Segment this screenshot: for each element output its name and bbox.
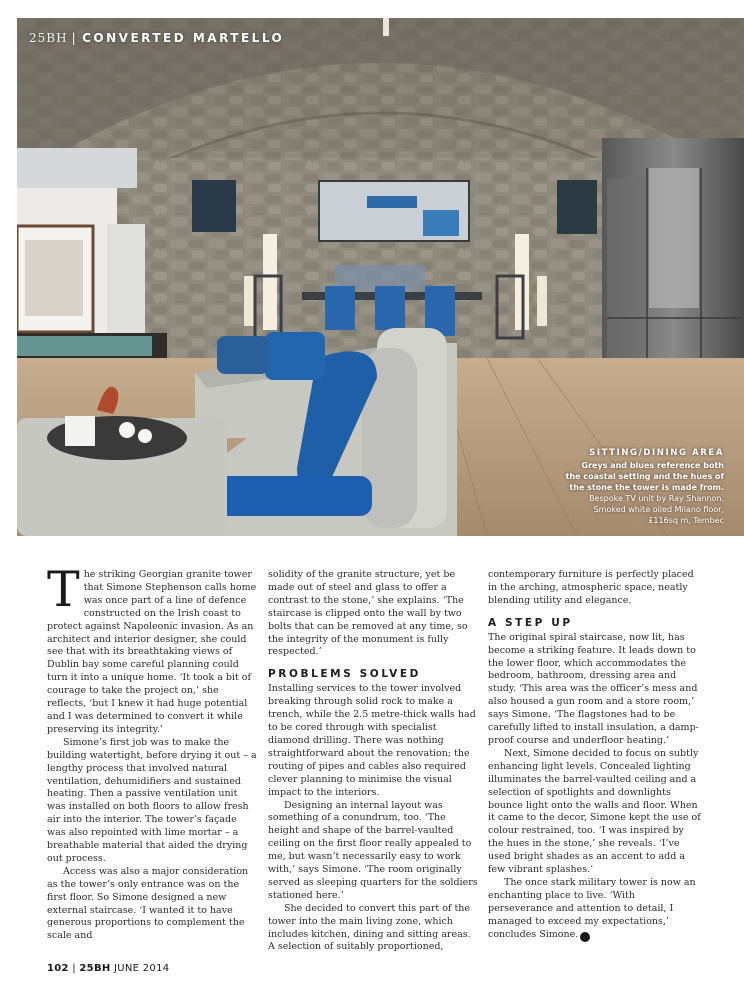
article-paragraph: Next, Simone decided to focus on subtly enhancing light levels. Concealed lighting illuminates the barrel-vaulted ceiling and a selection of spotlights and downlights bounce light onto the walls and floor. When it came to the decor, Simone kept the use of colour restrained, too. ‘I was inspired by the hues in the stone,’ she reveals. ‘I’ve used bright shades as an accent to add a few vibrant splashes.’ — [488, 747, 701, 876]
hero-photo — [17, 18, 744, 536]
article-paragraph — [47, 561, 258, 737]
wall-niche-right — [557, 180, 597, 234]
header-separator: | — [71, 31, 79, 45]
caption-detail-1: Bespoke TV unit by Ray Shannon. — [589, 494, 724, 503]
article-paragraph: Access was also a major consideration as the tower’s only entrance was on the first floor. So Simone designed a new external staircase. ‘I wanted it to have generous proportions to complement the scale and — [47, 865, 249, 942]
article-column-1 — [47, 561, 258, 943]
floor-lamp — [263, 234, 277, 330]
article-paragraph: contemporary furniture is perfectly placed in the arching, atmospheric space, neatly blending utility and elegance. — [488, 569, 694, 606]
kitchen-hood — [17, 148, 137, 188]
photo-caption — [484, 448, 724, 526]
folio-issue: JUNE 2014 — [114, 963, 170, 974]
article-paragraph: Installing services to the tower involved breaking through solid rock to make a trench, while the 2.5 metre-thick walls had to be cored through with specialist diamond drilling. There was nothing straightforward about the renovation; the routing of pipes and cables also required clever planning to minimise the visual impact to the interiors. — [268, 683, 476, 798]
caption-lead-2: the coastal setting and the hues of — [565, 472, 724, 481]
subheading-problems-solved: PROBLEMS SOLVED — [268, 668, 421, 681]
caption-detail-3: £116sq m, Tembec — [648, 516, 724, 525]
wall-niche-left — [192, 180, 236, 232]
page-number: 102 — [47, 963, 69, 974]
article-paragraph — [488, 877, 702, 942]
article-paragraph: The original spiral staircase, now lit, has become a striking feature. It leads down to the lower floor, which accommodates the bedroom, bathroom, dressing area and study. ‘This area was the officer’s mess and also housed a gun room and a store room,’ says Simone. ‘The flagstones had to be carefully lifted to install insulation, a damp-proof course and underfloor heating.’ — [488, 631, 699, 746]
article-paragraph: Simone’s first job was to make the building watertight, before drying it out – a lengthy process that involved natural ventilation, dehumidifiers and sustained heating. Then a passive ventilation unit was installed on both floors to allow fresh air into the interior. The tower’s façade was also repointed with lime mortar – a breathable material that aided the drying out process. — [47, 736, 257, 864]
end-mark-icon: 25 — [580, 932, 590, 942]
caption-detail-2: Smoked white oiled Milano floor, — [593, 505, 724, 514]
fridge — [107, 224, 145, 334]
article-column-2 — [268, 569, 479, 954]
drop-cap: T — [47, 561, 80, 618]
ceiling-spotlight — [383, 18, 389, 36]
folio-separator: | — [72, 963, 76, 974]
article-paragraph: She decided to convert this part of the tower into the main living zone, which includes kitchen, dining and sitting areas. A selection of suitably proportioned, — [268, 902, 471, 953]
page-folio — [47, 963, 169, 974]
header-publication: 25BH — [29, 31, 68, 45]
col3-p4-text: The once stark military tower is now an enchanting place to live. ‘With perseverance and attention to detail, I managed to exceed my expectations,’ concludes Simone. — [488, 876, 696, 940]
header-section-title: CONVERTED MARTELLO — [82, 31, 285, 45]
section-header — [29, 31, 284, 45]
dining-chair — [325, 286, 355, 330]
article-paragraph: solidity of the granite structure, yet be made out of steel and glass to offer a contrast to the stone,’ she explains. ‘The staircase is clipped onto the wall by two bolts that can be removed at any time, so the integrity of the monument is fully respected.’ — [268, 569, 468, 658]
article-paragraph: Designing an internal layout was something of a conundrum, too. ‘The height and shape of the barrel-vaulted ceiling on the first floor really appealed to me, but wasn’t necessarily easy to work with,’ says Simone. ‘The room originally served as sleeping quarters for the soldiers stationed here.’ — [268, 799, 478, 901]
caption-heading: SITTING/DINING AREA — [589, 448, 724, 458]
folio-publication: 25BH — [79, 963, 111, 974]
col1-p1-text: he striking Georgian granite tower that Simone Stephenson calls home was once part of a line of defence constructed on the Irish coast to protect against Napoleonic invasion. As an architect and interior designer, she could see that with its breathtaking views of Dublin bay some careful planning could turn it into a unique home. ‘It took a bit of courage to take the project on,’ she reflects, ‘but I knew it had huge potential and I was determined to convert it while preserving its integrity.’ — [47, 569, 257, 735]
article-column-3 — [488, 569, 702, 942]
caption-lead-1: Greys and blues reference both — [581, 461, 724, 470]
caption-lead-3: the stone the tower is made from. — [569, 483, 724, 492]
subheading-a-step-up: A STEP UP — [488, 616, 573, 629]
